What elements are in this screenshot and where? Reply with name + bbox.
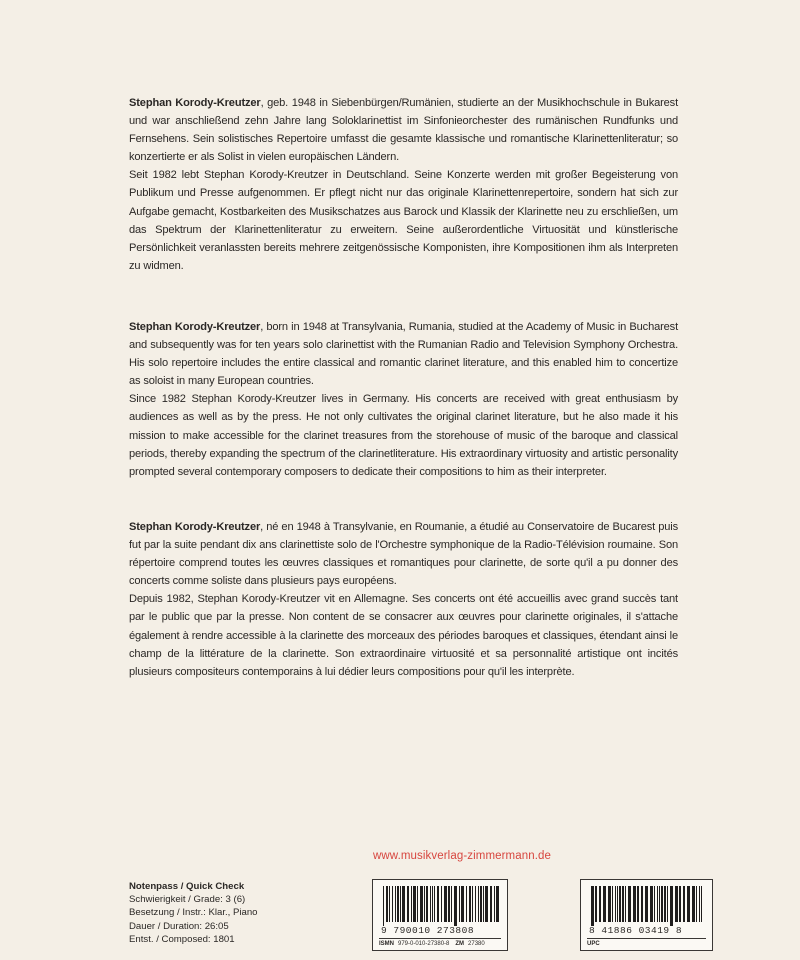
- barcode-bar: [430, 886, 431, 922]
- bio-de-paragraph-2: Seit 1982 lebt Stephan Korody-Kreutzer in Deutschland. Seine Konzerte werden mit großer Begeisterung von Publikum und Presse aufgenommen. Er pflegt nicht nur das originale Klarinettenrepertoire, sondern hat sich zur Aufgabe gemacht, Kostbarkeiten des Musikschatzes aus Barock und Klassik der Klarinette neu zu erschließen, um das Spektrum der Klarinettenliteratur zu erweitern. Seine außerordentliche Virtuosität und künstlerische Persönlichkeit veranlassten bereits mehrere zeitgenössische Komponisten, ihre Kompositionen ihm als Interpreten zu widmen.: [129, 169, 678, 272]
- upc-label: UPC: [587, 941, 600, 947]
- barcode-bar: [496, 886, 499, 922]
- barcode-bar: [395, 886, 396, 922]
- bio-en-paragraph-1: [129, 318, 678, 390]
- barcode-bar: [490, 886, 492, 922]
- upc-barcode: [580, 879, 713, 951]
- bio-de-text-1: , geb. 1948 in Siebenbürgen/Rumänien, studierte an der Musikhochschule in Bukarest und war anschließend zehn Jahre lang Soloklarinettist im Sinfonieorchester des rumänischen Rundfunks und Fernsehens. Sein solistisches Repertoire umfasst die gesamte klassische und romantische Klarinettenliteratur; so konzertierte er als Solist in vielen europäischen Ländern.: [129, 97, 678, 164]
- quick-check-duration: Dauer / Duration: 26:05: [129, 920, 229, 932]
- barcode-bar: [654, 886, 655, 922]
- barcode-bar: [687, 886, 690, 922]
- quick-check: [129, 880, 258, 946]
- barcode-bar: [699, 886, 700, 922]
- barcode-bar: [454, 886, 457, 926]
- barcode-bar: [444, 886, 447, 922]
- quick-check-instrumentation: Besetzung / Instr.: Klar., Piano: [129, 907, 258, 919]
- barcode-bar: [608, 886, 611, 922]
- barcode-bar: [659, 886, 660, 922]
- barcode-bar: [645, 886, 648, 922]
- ismn-number: 979-0-010-27380-8: [398, 941, 450, 947]
- zm-label: ZM: [455, 941, 465, 947]
- bio-en-paragraph-2: Since 1982 Stephan Korody-Kreutzer lives in Germany. His concerts are received with great enthusiasm by audiences as well as by the press. He not only cultivates the original clarinet literature, but he also made it his mission to make accessible for the clarinet treasures from the storehouse of music of the baroque and classical periods, thereby expanding the spectrum of the clarinetliterature. His extraordinary virtuosity and artistic personality prompted several contemporary composers to dedicate their compositions to him as their interpreter.: [129, 393, 678, 478]
- bio-en-name: Stephan Korody-Kreutzer: [129, 321, 261, 333]
- barcode-bar: [432, 886, 433, 922]
- barcode-bar: [480, 886, 482, 922]
- barcode-bar: [494, 886, 495, 922]
- upc-barcode-bars: [589, 886, 706, 926]
- barcode-bar: [612, 886, 613, 922]
- bio-en-text-1: , born in 1948 at Transylvania, Rumania, studied at the Academy of Music in Bucharest and subsequently was for ten years solo clarinettist with the Rumanian Radio and Television Symphony Orchestra. His solo repertoire includes the entire classical and romantic clarinet literature, and this enabled him to concertize as soloist in many European countries.: [129, 321, 678, 388]
- barcode-bar: [650, 886, 653, 922]
- publisher-website-link[interactable]: www.musikverlag-zimmermann.de: [373, 850, 551, 862]
- barcode-bar: [397, 886, 399, 922]
- barcode-bar: [670, 886, 673, 926]
- bio-fr-paragraph-1: [129, 518, 678, 590]
- biography-french: [129, 518, 678, 681]
- barcode-bar: [622, 886, 624, 922]
- ismn-label: ISMN: [379, 941, 394, 947]
- barcode-bar: [386, 886, 388, 922]
- barcode-bar: [475, 886, 476, 922]
- barcode-bar: [615, 886, 616, 922]
- barcode-bar: [696, 886, 697, 922]
- barcode-bar: [383, 886, 384, 926]
- ismn-caption: [379, 938, 501, 950]
- barcode-bar: [683, 886, 685, 922]
- barcode-bar: [413, 886, 416, 922]
- barcode-bar: [617, 886, 618, 922]
- barcode-bar: [485, 886, 488, 922]
- barcode-bar: [595, 886, 597, 922]
- barcode-bar: [591, 886, 594, 926]
- barcode-bar: [664, 886, 666, 922]
- bio-de-paragraph-1: [129, 94, 678, 166]
- barcode-bar: [392, 886, 393, 922]
- barcode-bar: [701, 886, 702, 922]
- barcode-bar: [420, 886, 423, 922]
- barcode-bar: [448, 886, 450, 922]
- barcode-bar: [469, 886, 471, 922]
- upc-caption: [587, 938, 706, 950]
- zm-number: 27380: [468, 941, 485, 947]
- barcode-bar: [466, 886, 467, 922]
- barcode-bar: [657, 886, 658, 922]
- barcode-bar: [628, 886, 631, 922]
- bio-fr-paragraph-2: Depuis 1982, Stephan Korody-Kreutzer vit en Allemagne. Ses concerts ont été accueillis avec grand succès tant par le public que par la presse. Non content de se consacrer aux œuvres pour clarinette originales, il s'attache également à rendre accessible à la clarinette des morceaux des périodes baroques et classiques, étendant ainsi le champ de la littérature de la clarinette. Son extraordinaire virtuosité et sa personnalité artistique ont incités plusieurs compositeurs contemporains à lui dédier leurs compositions pour qu'il les interprète.: [129, 593, 678, 678]
- barcode-bar: [402, 886, 405, 922]
- barcode-bar: [637, 886, 639, 922]
- barcode-bar: [459, 886, 460, 922]
- barcode-bar: [424, 886, 425, 922]
- barcode-bar: [437, 886, 439, 922]
- ismn-barcode: [372, 879, 508, 951]
- ismn-barcode-bars: [381, 886, 501, 926]
- bio-de-name: Stephan Korody-Kreutzer: [129, 97, 261, 109]
- biography-german: [129, 94, 678, 275]
- bio-fr-text-1: , né en 1948 à Transylvanie, en Roumanie, a étudié au Conservatoire de Bucarest puis fut par la suite pendant dix ans clarinettiste solo de l'Orchestre symphonique de la Radio-Télévision roumaine. Son répertoire comprend toutes les œuvres classiques et romantiques pour clarinette, de sorte qu'il a pu donner des concerts comme soliste dans plusieurs pays européens.: [129, 521, 679, 588]
- quick-check-composed: Entst. / Composed: 1801: [129, 933, 235, 945]
- barcode-bar: [692, 886, 695, 922]
- barcode-bar: [483, 886, 484, 922]
- barcode-bar: [441, 886, 442, 922]
- barcode-bar: [426, 886, 428, 922]
- barcode-bar: [641, 886, 643, 922]
- barcode-bar: [633, 886, 636, 922]
- barcode-bar: [434, 886, 435, 922]
- barcode-bar: [661, 886, 663, 922]
- barcode-bar: [451, 886, 452, 922]
- barcode-bar: [472, 886, 473, 922]
- bio-fr-name: Stephan Korody-Kreutzer: [129, 521, 261, 533]
- barcode-bar: [599, 886, 601, 922]
- quick-check-title: Notenpass / Quick Check: [129, 881, 245, 892]
- barcode-bar: [679, 886, 681, 922]
- barcode-bar: [619, 886, 621, 922]
- barcode-bar: [675, 886, 678, 922]
- barcode-bar: [461, 886, 464, 922]
- upc-barcode-digits: 8 41886 03419 8: [589, 925, 683, 936]
- barcode-bar: [417, 886, 418, 922]
- biography-english: [129, 318, 678, 481]
- barcode-bar: [625, 886, 626, 922]
- barcode-bar: [407, 886, 409, 922]
- barcode-bar: [478, 886, 479, 922]
- barcode-bar: [667, 886, 668, 922]
- quick-check-grade: Schwierigkeit / Grade: 3 (6): [129, 894, 246, 906]
- ismn-barcode-digits: 9 790010 273808: [381, 925, 475, 936]
- barcode-bar: [411, 886, 412, 922]
- barcode-bar: [603, 886, 606, 922]
- barcode-bar: [389, 886, 390, 922]
- barcode-bar: [400, 886, 401, 922]
